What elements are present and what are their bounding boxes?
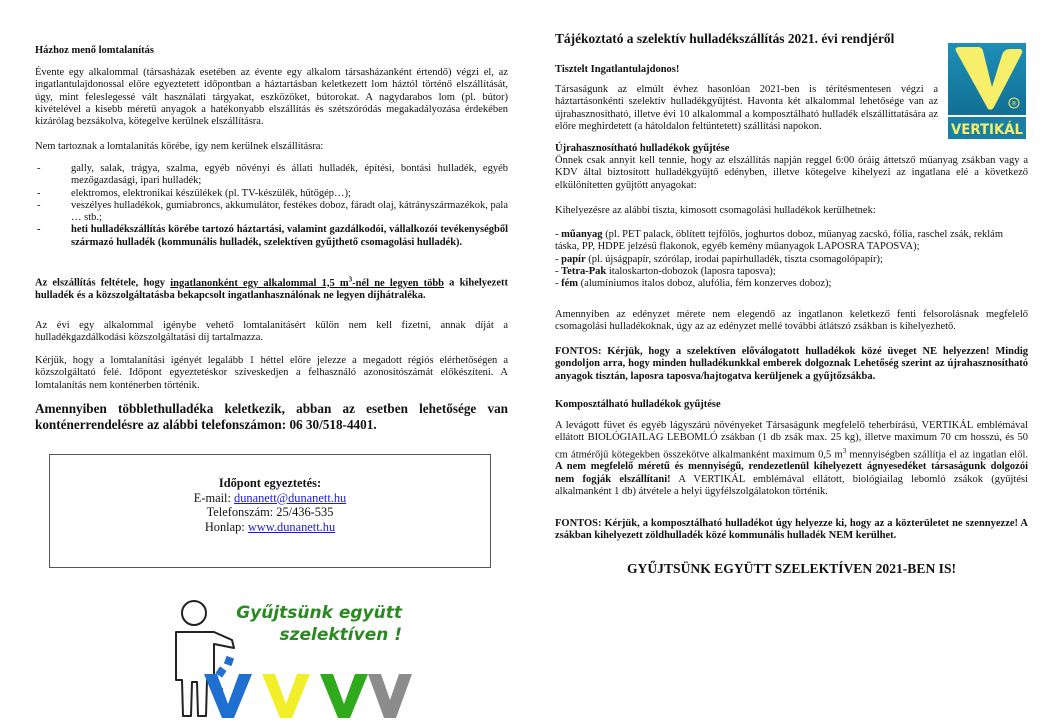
recyclable-item: - műanyag (pl. PET palack, öblített tejfölös, joghurtos doboz, műanyag zacskó, fólia, raschel zsák, reklám táska, PP, HDPE jelzésű flakonok, egyéb kemény műanyagok LAPOSRA TAPOSVA); — [555, 229, 1004, 253]
compost-text-2: mennyiségben szállítja el az ingatlan elől. — [846, 449, 1028, 461]
item-desc: italoskarton-dobozok (laposra taposva); — [606, 265, 776, 277]
item-name: Tetra-Pak — [561, 265, 607, 277]
item-name: fém — [561, 278, 579, 290]
blue-bin-chevron — [204, 674, 252, 718]
condition-underlined — [170, 275, 445, 289]
email-link[interactable]: dunanett@dunanett.hu — [234, 490, 347, 505]
compost-paragraph — [555, 420, 1028, 498]
compost-text-1: A levágott füvet és egyéb lágyszárú növényeket Társaságunk megfelelő teherbírású, VERTIKÁL emblémával ellátott BIOLÓGIAILAG LEBOMLÓ zsákban (1 db zsák max. 25 kg), illetve maximum 70 cm hosszú, és 50 cm átmérőjű kötegekben összekötve alkalmanként maximum 0,5 m — [555, 420, 1028, 461]
vertikal-logo — [948, 43, 1026, 139]
recycle-heading: Újrahasznosítható hulladékok gyűjtése — [555, 143, 730, 154]
vertikal-brand-text: VERTIKÁL — [951, 122, 1026, 138]
yellow-bin-chevron — [262, 674, 310, 718]
item-name: műanyag — [561, 229, 603, 240]
important-compost-notice: FONTOS: Kérjük, a komposztálható hulladékot úgy helyezze ki, hogy az a közterületet ne szennyezze! A zsákban kihelyezett zöldhulladék közé kommunális hulladék NEM kerülhet. — [555, 518, 1028, 542]
bulky-waste-heading: Házhoz menő lomtalanítás — [35, 45, 154, 56]
web-label: Honlap: — [204, 519, 248, 534]
contact-box — [49, 454, 491, 568]
item-desc: (pl. újságpapír, szórólap, irodai papírhulladék, tiszta csomagolópapír); — [585, 253, 883, 265]
exclusion-item: - veszélyes hulladékok, gumiabroncs, akkumulátor, festékes doboz, fáradt olaj, kátrányszármazékok, pala … stb.; — [35, 200, 508, 225]
compost-text-3: A VERTIKÁL emblémával ellátott, biológiailag lebomló zsákok (gyűjtési alkalmanként 1 db) átvétele a helyi ügyfélszolgálatokon történik. — [555, 473, 1028, 497]
website-link[interactable]: www.dunanett.hu — [247, 519, 336, 534]
closing-slogan: GYŰJTSÜNK EGYÜTT SZELEKTÍVEN 2021-BEN IS! — [626, 561, 957, 576]
item-name: papír — [561, 253, 586, 265]
intro-paragraph: Társaságunk az elmúlt évhez hasonlóan 2021-ben is térítésmentesen végzi a háztartásonkénti szelektív hulladékgyűjtést. Havonta két alkalommal lehetősége van az újrahasznosítható, illetve évi 10 alkalommal a komposztálható hulladék elszállíttatására az előre meghirdetett (a hátoldalon feltüntetett) szállítási napokon. — [555, 84, 938, 132]
contact-web-line — [50, 520, 490, 535]
gray-bin-chevron — [368, 674, 412, 718]
slogan-line-1: Gyűjtsünk együtt — [236, 603, 402, 623]
recycle-paragraph: Önnek csak annyit kell tennie, hogy az elszállítás napján reggel 6:00 óráig áttetsző műanyag zsákban vagy a KDV által biztosított hulladékgyűjtő edényben, illetve kötegelve kihelyezi az ingatlana elé a következő elkülönítetten gyűjtött anyagokat: — [555, 155, 1028, 191]
contact-email-line — [50, 491, 490, 506]
contact-title: Időpont egyeztetés: — [218, 476, 322, 490]
greeting: Tisztelt Ingatlantulajdonos! — [555, 64, 680, 75]
selective-collection-illustration — [162, 596, 412, 721]
recyclable-items-list — [555, 229, 1028, 290]
contact-phone: Telefonszám: 25/436-535 — [206, 505, 334, 519]
bulky-waste-intro: Évente egy alkalommal (társasházak esetében az évente egy alkalom társasházanként értendő) végzi el, az ingatlantulajdonossal előre egyeztetett időpontban a háztartásban keletkezett lom háztól történő elszállítását, úgy, mint feleslegessé vált használati tárgyakat, eszközöket, bútorokat. A nagydarabos lom (pl. bútor) kivételével a kisebb méretű anyagok a hatékonyabb elszállítás és szétszóródás megakadályozása érdekében kizárólag bezsákolva, kötegelve kerülnek elszállításra. — [35, 67, 508, 128]
condition-text: Az elszállítás feltétele, hogy — [35, 277, 171, 289]
condition-underlined-text-2: -nél ne legyen több — [352, 277, 445, 289]
vertikal-v-icon — [948, 43, 1026, 139]
exclusions-intro: Nem tartoznak a lomtalanítás körébe, így nem kerülnek elszállításra: — [35, 141, 324, 152]
registered-mark: ® — [1011, 100, 1017, 108]
container-paragraph: Amennyiben többlethulladéka keletkezik, abban az esetben lehetősége van konténerrendelésre az alábbi telefonszámon: 06 30/518-4401. — [35, 401, 508, 432]
important-glass-notice: FONTOS: Kérjük, hogy a szelektíven előválogatott hulladékok közé üveget NE helyezzen! Mindig gondoljon arra, hogy minden hulladékunkkal emberek dolgoznak Lehetőség szerint az újrahasznosítható anyagok tisztán, laposra taposva/hajtogatva kerüljenek a gyűjtőzsákba. — [555, 346, 1028, 382]
exclusion-item: - gally, salak, trágya, szalma, egyéb növényi és állati hulladék, építési, bontási hulladék, egyéb mezőgazdasági, ipari hulladék; — [35, 163, 508, 188]
item-desc: (pl. PET palack, öblített tejfölös, joghurtos doboz, műanyag zacskó, fólia, raschel zsák, reklám táska, PP, HDPE jelzésű flakonok, egyéb kemény műanyagok LAPOSRA TAPOSVA); — [555, 229, 1004, 253]
bin-chevrons — [162, 596, 412, 721]
compost-bold-warning: A nem megfelelő méretű és mennyiségű, rendezetlenül kihelyezett ágnyesedéket társaságunk dolgozói nem fogják elszállítani! — [555, 461, 1028, 485]
condition-underlined-text: ingatlanonként egy alkalommal 1,5 m — [170, 277, 349, 289]
recyclable-item: - Tetra-Pak italoskarton-dobozok (laposra taposva); — [555, 265, 776, 277]
request-paragraph: Kérjük, hogy a lomtalanítási igényét legalább 1 héttel előre jelezze a megadott régiós elérhetőségen a közszolgáltató felé. Időpont egyeztetéskor szíveskedjen a felhasználó azonosítószámát előkészíteni. A lomtalanítás nem konténerben történik. — [35, 355, 508, 391]
green-bin-chevron — [320, 674, 368, 718]
exclusion-item: - heti hulladékszállítás körébe tartozó háztartási, valamint gazdálkodói, vállalkozói tevékenységből származó hulladék (kommunális hulladék, szelektíven gyűjthető csomagolási hulladék). — [35, 224, 508, 249]
email-label: E-mail: — [193, 490, 235, 505]
condition-superscript: 3 — [348, 275, 353, 283]
condition-text-post: a kihelyezett hulladék és a közszolgáltatásba bekapcsolt ingatlanhasználónak ne legyen díjhátraléka. — [35, 277, 508, 301]
page-title: Tájékoztató a szelektív hulladékszállítás 2021. évi rendjéről — [555, 31, 895, 46]
item-desc: (alumíniumos italos doboz, alufólia, fém konzerves doboz); — [578, 278, 832, 290]
condition-paragraph — [35, 273, 508, 302]
recyclable-item: - papír (pl. újságpapír, szórólap, irodai papírhulladék, tiszta csomagolópapír); — [555, 253, 883, 265]
recyclable-item: - fém (alumíniumos italos doboz, alufólia, fém konzerves doboz); — [555, 278, 832, 290]
compost-heading: Komposztálható hulladékok gyűjtése — [555, 399, 721, 410]
exclusion-item: - elektromos, elektronikai készülékek (pl. TV-készülék, hűtőgép…); — [35, 188, 508, 200]
slogan-line-2: szelektíven ! — [279, 625, 402, 645]
exclusions-list — [35, 163, 508, 249]
fee-paragraph: Az évi egy alkalommal igénybe vehető lomtalanításért külön nem kell fizetni, annak díját a hulladékgazdálkodási közszolgáltatási díj tartalmazza. — [35, 320, 508, 344]
extra-bag-paragraph: Amennyiben az edényzet mérete nem elegendő az ingatlanon keletkező fenti felsorolásnak megfelelő csomagolási hulladékoknak, úgy az az edényzet mellé további átlátszó zsákban is kihelyezhető. — [555, 309, 1028, 333]
items-intro: Kihelyezésre az alábbi tiszta, kimosott csomagolási hulladékok kerülhetnek: — [555, 205, 876, 216]
compost-superscript: 3 — [842, 446, 847, 455]
